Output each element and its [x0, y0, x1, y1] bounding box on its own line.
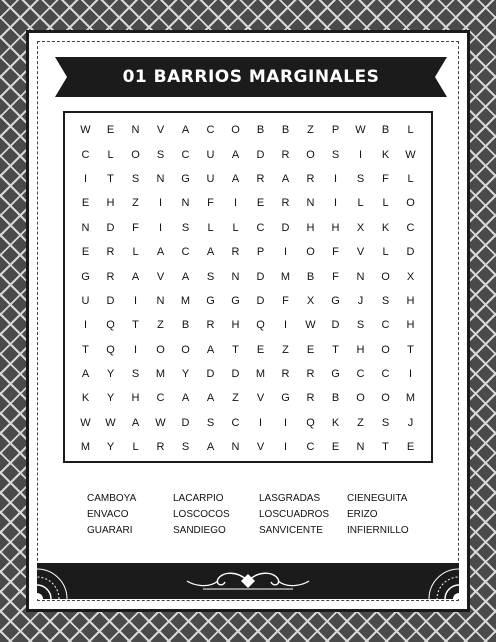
- grid-letter[interactable]: S: [381, 294, 390, 307]
- grid-letter[interactable]: D: [256, 148, 265, 161]
- grid-letter[interactable]: T: [332, 343, 339, 356]
- grid-letter[interactable]: D: [406, 246, 415, 259]
- grid-letter[interactable]: Z: [307, 124, 314, 137]
- grid-letter[interactable]: M: [255, 368, 266, 381]
- grid-letter[interactable]: W: [355, 124, 366, 137]
- grid-letter[interactable]: I: [283, 319, 288, 332]
- grid-letter[interactable]: Z: [357, 416, 364, 429]
- grid-letter[interactable]: G: [81, 270, 90, 283]
- grid-letter[interactable]: Z: [132, 197, 139, 210]
- mandala-ornament-icon: [425, 563, 459, 599]
- grid-letter[interactable]: V: [156, 270, 165, 283]
- grid-letter[interactable]: N: [156, 172, 165, 185]
- grid-letter[interactable]: I: [283, 246, 288, 259]
- grid-letter[interactable]: A: [181, 392, 190, 405]
- grid-letter[interactable]: X: [306, 294, 315, 307]
- letter-grid: [63, 111, 433, 463]
- grid-letter[interactable]: D: [331, 319, 340, 332]
- grid-letter[interactable]: R: [256, 172, 265, 185]
- grid-letter[interactable]: L: [132, 246, 139, 259]
- grid-letter[interactable]: D: [256, 270, 265, 283]
- grid-letter[interactable]: O: [356, 392, 365, 405]
- grid-letter[interactable]: L: [407, 172, 414, 185]
- grid-letter[interactable]: N: [81, 221, 90, 234]
- grid-letter[interactable]: A: [206, 392, 215, 405]
- grid-letter[interactable]: H: [231, 319, 240, 332]
- grid-letter[interactable]: X: [356, 221, 365, 234]
- grid-letter[interactable]: Y: [181, 368, 190, 381]
- grid-letter[interactable]: R: [106, 246, 115, 259]
- grid-letter[interactable]: D: [206, 368, 215, 381]
- grid-letter[interactable]: I: [358, 148, 363, 161]
- grid-letter[interactable]: G: [331, 294, 340, 307]
- grid-letter[interactable]: P: [256, 246, 265, 259]
- grid-letter[interactable]: F: [207, 197, 214, 210]
- grid-letter[interactable]: D: [181, 416, 190, 429]
- grid-letter[interactable]: Z: [232, 392, 239, 405]
- grid-letter[interactable]: R: [281, 197, 290, 210]
- grid-letter[interactable]: L: [107, 148, 114, 161]
- grid-letter[interactable]: O: [131, 148, 140, 161]
- grid-letter[interactable]: C: [181, 246, 190, 259]
- grid-letter[interactable]: N: [231, 441, 240, 454]
- grid-letter[interactable]: R: [106, 270, 115, 283]
- word-list: [87, 493, 427, 537]
- grid-letter[interactable]: U: [206, 172, 215, 185]
- grid-letter[interactable]: I: [408, 368, 413, 381]
- grid-letter[interactable]: T: [107, 172, 114, 185]
- grid-letter[interactable]: O: [181, 343, 190, 356]
- grid-letter[interactable]: B: [256, 124, 265, 137]
- grid-letter[interactable]: L: [382, 246, 389, 259]
- grid-letter[interactable]: P: [331, 124, 340, 137]
- word-list-item: GUARARI: [87, 525, 133, 536]
- grid-letter[interactable]: I: [333, 172, 338, 185]
- grid-letter[interactable]: G: [331, 368, 340, 381]
- grid-letter[interactable]: O: [231, 124, 240, 137]
- grid-letter[interactable]: K: [381, 148, 390, 161]
- grid-letter[interactable]: A: [231, 148, 240, 161]
- grid-letter[interactable]: N: [181, 197, 190, 210]
- grid-letter[interactable]: A: [181, 124, 190, 137]
- grid-letter[interactable]: E: [81, 197, 90, 210]
- grid-letter[interactable]: A: [231, 172, 240, 185]
- grid-letter[interactable]: S: [356, 319, 365, 332]
- grid-letter[interactable]: L: [357, 197, 364, 210]
- grid-letter[interactable]: C: [256, 221, 265, 234]
- grid-letter[interactable]: H: [306, 221, 315, 234]
- page-title: 01 BARRIOS MARGINALES: [122, 67, 380, 87]
- grid-letter[interactable]: T: [232, 343, 239, 356]
- grid-letter[interactable]: E: [81, 246, 90, 259]
- grid-letter[interactable]: C: [231, 416, 240, 429]
- grid-letter[interactable]: L: [207, 221, 214, 234]
- grid-letter[interactable]: R: [306, 392, 315, 405]
- grid-letter[interactable]: Y: [106, 392, 115, 405]
- grid-letter[interactable]: R: [306, 172, 315, 185]
- grid-letter[interactable]: A: [156, 246, 165, 259]
- grid-letter[interactable]: Z: [282, 343, 289, 356]
- grid-letter[interactable]: J: [357, 294, 364, 307]
- grid-letter[interactable]: S: [131, 368, 140, 381]
- grid-letter[interactable]: C: [181, 148, 190, 161]
- mandala-ornament-icon: [37, 563, 71, 599]
- word-list-item: SANVICENTE: [259, 525, 323, 536]
- grid-letter[interactable]: O: [381, 270, 390, 283]
- grid-letter[interactable]: R: [156, 441, 165, 454]
- word-list-item: CIENEGUITA: [347, 493, 408, 504]
- grid-letter[interactable]: Y: [106, 368, 115, 381]
- grid-letter[interactable]: S: [206, 416, 215, 429]
- grid-letter[interactable]: T: [407, 343, 414, 356]
- grid-letter[interactable]: O: [381, 343, 390, 356]
- grid-letter[interactable]: A: [131, 416, 140, 429]
- puzzle-sheet: [26, 30, 470, 612]
- grid-letter[interactable]: N: [231, 270, 240, 283]
- grid-letter[interactable]: H: [406, 319, 415, 332]
- word-list-item: LOSCUADROS: [259, 509, 330, 520]
- grid-letter[interactable]: V: [256, 392, 265, 405]
- grid-letter[interactable]: C: [156, 392, 165, 405]
- grid-letter[interactable]: R: [281, 148, 290, 161]
- grid-letter[interactable]: E: [106, 124, 115, 137]
- grid-letter[interactable]: I: [283, 416, 288, 429]
- grid-letter[interactable]: E: [256, 197, 265, 210]
- grid-letter[interactable]: N: [306, 197, 315, 210]
- grid-letter[interactable]: B: [281, 124, 290, 137]
- word-list-item: LOSCOCOS: [173, 509, 230, 520]
- grid-letter[interactable]: D: [281, 221, 290, 234]
- grid-letter[interactable]: V: [356, 246, 365, 259]
- grid-letter[interactable]: O: [381, 392, 390, 405]
- grid-letter[interactable]: T: [82, 343, 89, 356]
- word-list-item: INFIERNILLO: [347, 525, 409, 536]
- grid-letter[interactable]: A: [181, 270, 190, 283]
- grid-letter[interactable]: H: [356, 343, 365, 356]
- grid-letter[interactable]: G: [206, 294, 215, 307]
- grid-letter[interactable]: E: [406, 441, 415, 454]
- grid-letter[interactable]: Q: [106, 319, 115, 332]
- grid-letter[interactable]: U: [81, 294, 90, 307]
- grid-letter[interactable]: H: [331, 221, 340, 234]
- grid-letter[interactable]: K: [331, 416, 340, 429]
- grid-letter[interactable]: O: [306, 148, 315, 161]
- grid-letter[interactable]: T: [382, 441, 389, 454]
- grid-letter[interactable]: L: [232, 221, 239, 234]
- grid-letter[interactable]: N: [356, 441, 365, 454]
- grid-letter[interactable]: G: [281, 392, 290, 405]
- grid-letter[interactable]: I: [83, 319, 88, 332]
- grid-letter[interactable]: I: [133, 294, 138, 307]
- word-list-item: ENVACO: [87, 509, 129, 520]
- grid-letter[interactable]: C: [406, 221, 415, 234]
- grid-letter[interactable]: W: [80, 124, 91, 137]
- word-list-item: LASGRADAS: [259, 493, 321, 504]
- grid-letter[interactable]: I: [233, 197, 238, 210]
- grid-letter[interactable]: L: [382, 197, 389, 210]
- grid-letter[interactable]: R: [206, 319, 215, 332]
- grid-letter[interactable]: Q: [306, 416, 315, 429]
- grid-letter[interactable]: C: [381, 368, 390, 381]
- grid-letter[interactable]: U: [206, 148, 215, 161]
- grid-letter[interactable]: B: [331, 392, 340, 405]
- grid-letter[interactable]: B: [181, 319, 190, 332]
- grid-letter[interactable]: Q: [106, 343, 115, 356]
- grid-letter[interactable]: B: [306, 270, 315, 283]
- word-list-item: LACARPIO: [173, 493, 224, 504]
- grid-letter[interactable]: J: [407, 416, 414, 429]
- grid-letter[interactable]: V: [156, 124, 165, 137]
- grid-letter[interactable]: A: [206, 246, 215, 259]
- grid-letter[interactable]: C: [381, 319, 390, 332]
- grid-letter[interactable]: S: [356, 172, 365, 185]
- grid-letter[interactable]: S: [181, 441, 190, 454]
- grid-letter[interactable]: W: [405, 148, 416, 161]
- grid-letter[interactable]: I: [133, 343, 138, 356]
- grid-letter[interactable]: X: [406, 270, 415, 283]
- grid-letter[interactable]: N: [156, 294, 165, 307]
- grid-letter[interactable]: H: [106, 197, 115, 210]
- grid-letter[interactable]: V: [256, 441, 265, 454]
- grid-letter[interactable]: S: [381, 416, 390, 429]
- grid-letter[interactable]: G: [181, 172, 190, 185]
- grid-letter[interactable]: L: [132, 441, 139, 454]
- grid-letter[interactable]: D: [231, 368, 240, 381]
- grid-letter[interactable]: D: [106, 294, 115, 307]
- grid-letter[interactable]: W: [80, 416, 91, 429]
- grid-letter[interactable]: M: [80, 441, 91, 454]
- grid-letter[interactable]: F: [132, 221, 139, 234]
- flourish-ornament-icon: [183, 569, 313, 593]
- grid-letter[interactable]: I: [258, 416, 263, 429]
- grid-letter[interactable]: R: [281, 368, 290, 381]
- grid-letter[interactable]: G: [231, 294, 240, 307]
- word-list-item: SANDIEGO: [173, 525, 226, 536]
- grid-letter[interactable]: Z: [157, 319, 164, 332]
- grid-letter[interactable]: R: [306, 368, 315, 381]
- word-list-item: CAMBOYA: [87, 493, 137, 504]
- word-list-item: ERIZO: [347, 509, 378, 520]
- grid-letter[interactable]: E: [256, 343, 265, 356]
- grid-letter[interactable]: I: [158, 197, 163, 210]
- grid-letter[interactable]: W: [105, 416, 116, 429]
- grid-letter[interactable]: S: [156, 148, 165, 161]
- grid-letter[interactable]: I: [158, 221, 163, 234]
- grid-letter[interactable]: T: [132, 319, 139, 332]
- grid-letter[interactable]: M: [405, 392, 416, 405]
- grid-letter[interactable]: C: [356, 368, 365, 381]
- grid-letter[interactable]: C: [81, 148, 90, 161]
- grid-letter[interactable]: D: [106, 221, 115, 234]
- grid-letter[interactable]: K: [81, 392, 90, 405]
- grid-letter[interactable]: A: [281, 172, 290, 185]
- grid-letter[interactable]: H: [131, 392, 140, 405]
- title-banner: [55, 57, 447, 97]
- grid-letter[interactable]: M: [180, 294, 191, 307]
- grid-letter[interactable]: K: [381, 221, 390, 234]
- grid-letter[interactable]: L: [407, 124, 414, 137]
- grid-letter[interactable]: O: [306, 246, 315, 259]
- grid-letter[interactable]: A: [131, 270, 140, 283]
- grid-letter[interactable]: F: [332, 246, 339, 259]
- grid-letter[interactable]: H: [406, 294, 415, 307]
- grid-letter[interactable]: O: [406, 197, 415, 210]
- grid-letter[interactable]: R: [231, 246, 240, 259]
- grid-letter[interactable]: S: [131, 172, 140, 185]
- grid-letter[interactable]: I: [283, 441, 288, 454]
- grid-letter[interactable]: C: [206, 124, 215, 137]
- grid-letter[interactable]: B: [381, 124, 390, 137]
- grid-letter[interactable]: F: [382, 172, 389, 185]
- grid-letter[interactable]: I: [83, 172, 88, 185]
- grid-letter[interactable]: S: [331, 148, 340, 161]
- grid-letter[interactable]: C: [306, 441, 315, 454]
- grid-letter[interactable]: E: [306, 343, 315, 356]
- grid-letter[interactable]: I: [333, 197, 338, 210]
- footer-bar: [37, 563, 459, 599]
- grid-letter[interactable]: A: [206, 343, 215, 356]
- grid-letter[interactable]: E: [331, 441, 340, 454]
- grid-letter[interactable]: D: [256, 294, 265, 307]
- grid-letter[interactable]: F: [282, 294, 289, 307]
- grid-letter[interactable]: A: [206, 441, 215, 454]
- grid-letter[interactable]: M: [155, 368, 166, 381]
- grid-letter[interactable]: N: [131, 124, 140, 137]
- grid-letter[interactable]: W: [305, 319, 316, 332]
- grid-letter[interactable]: N: [356, 270, 365, 283]
- grid-letter[interactable]: S: [206, 270, 215, 283]
- grid-letter[interactable]: Q: [256, 319, 265, 332]
- grid-letter[interactable]: A: [81, 368, 90, 381]
- grid-letter[interactable]: M: [280, 270, 291, 283]
- grid-letter[interactable]: S: [181, 221, 190, 234]
- grid-letter[interactable]: W: [155, 416, 166, 429]
- grid-letter[interactable]: Y: [106, 441, 115, 454]
- grid-letter[interactable]: F: [332, 270, 339, 283]
- grid-letter[interactable]: O: [156, 343, 165, 356]
